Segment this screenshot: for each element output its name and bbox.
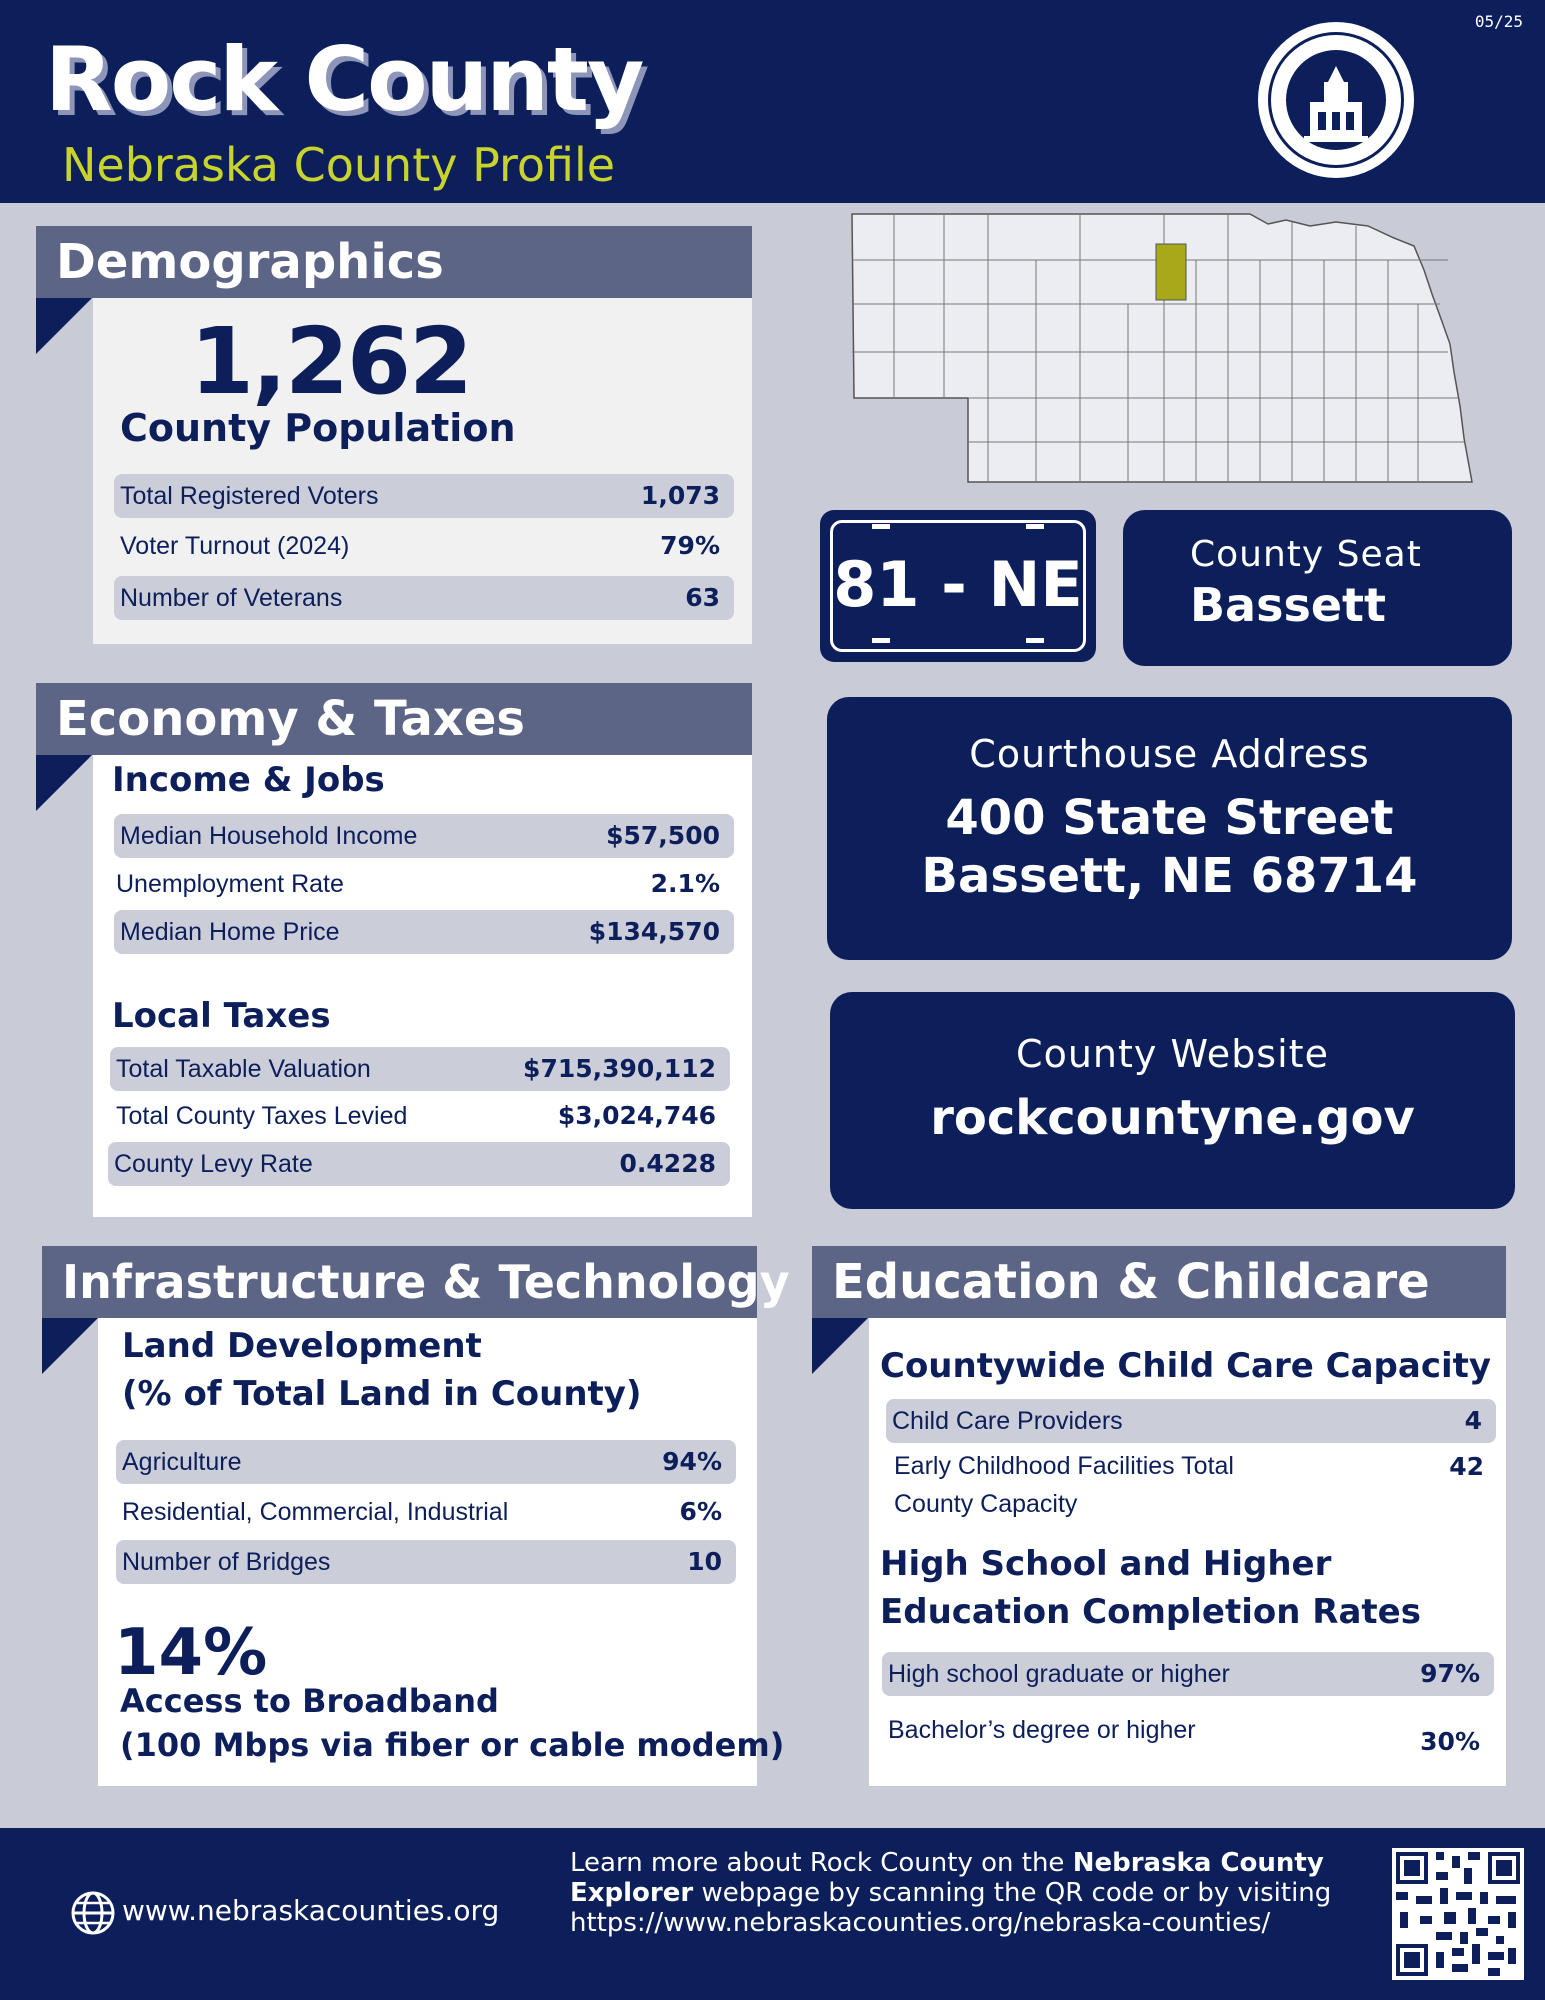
local-taxes-heading: Local Taxes [112, 996, 331, 1036]
courthouse-line-2: Bassett, NE 68714 [921, 848, 1418, 904]
website-label: County Website [1016, 1032, 1329, 1076]
county-seat-value: Bassett [1190, 578, 1387, 632]
corner-accent [36, 755, 92, 811]
demographics-row: Voter Turnout (2024) 79% [120, 531, 720, 560]
globe-icon [70, 1890, 116, 1936]
footer-line-2: Explorer webpage by scanning the QR code or by visiting [570, 1878, 1332, 1908]
completion-heading-2: Education Completion Rates [880, 1592, 1421, 1632]
footer-line-3[interactable]: https://www.nebraskacounties.org/nebraska-counties/ [570, 1908, 1271, 1938]
footer-info [570, 1848, 1331, 1938]
infrastructure-heading: Infrastructure & Technology [42, 1246, 757, 1318]
corner-accent [812, 1318, 868, 1374]
completion-row: High school graduate or higher 97% [882, 1652, 1494, 1696]
corner-accent [36, 298, 92, 354]
plate-bolt [872, 524, 890, 529]
plate-bolt [1026, 638, 1044, 643]
childcare-heading: Countywide Child Care Capacity [880, 1346, 1492, 1386]
income-row: Unemployment Rate 2.1% [116, 869, 720, 898]
education-heading: Education & Childcare [812, 1246, 1506, 1318]
land-heading-1: Land Development [122, 1326, 482, 1366]
capacity-label-2: County Capacity [894, 1490, 1078, 1518]
demographics-heading: Demographics [36, 226, 752, 298]
footer-site-link[interactable]: www.nebraskacounties.org [122, 1894, 500, 1927]
income-row: Median Household Income $57,500 [114, 814, 734, 858]
population-label: County Population [120, 406, 516, 450]
courthouse-label: Courthouse Address [969, 732, 1370, 776]
completion-row: Bachelor’s degree or higher 30% [888, 1716, 1480, 1756]
page-title: Rock County [45, 28, 643, 131]
footer-line-1: Learn more about Rock County on the Nebraska County [570, 1848, 1324, 1878]
rock-county-highlight [1156, 244, 1186, 300]
economy-heading: Economy & Taxes [36, 683, 752, 755]
broadband-label-2: (100 Mbps via fiber or cable modem) [120, 1726, 785, 1764]
plate-bolt [872, 638, 890, 643]
issue-date: 05/25 [1474, 12, 1523, 31]
tax-row: Total County Taxes Levied $3,024,746 [116, 1101, 716, 1130]
income-row: Median Home Price $134,570 [114, 910, 734, 954]
broadband-label-1: Access to Broadband [120, 1682, 499, 1720]
county-seat-label: County Seat [1190, 534, 1422, 575]
plate-number: 81 - NE [833, 548, 1083, 621]
nebraska-map [848, 212, 1473, 497]
website-value[interactable]: rockcountyne.gov [930, 1090, 1415, 1146]
childcare-providers-row: Child Care Providers 4 [886, 1399, 1496, 1443]
demographics-row: Number of Veterans 63 [114, 576, 734, 620]
broadband-percent: 14% [114, 1616, 268, 1690]
income-heading: Income & Jobs [112, 760, 385, 800]
land-heading-2: (% of Total Land in County) [122, 1374, 642, 1414]
page-subtitle: Nebraska County Profile [62, 138, 616, 192]
land-row: Agriculture 94% [116, 1440, 736, 1484]
land-row: Number of Bridges 10 [116, 1540, 736, 1584]
qr-code-icon[interactable] [1392, 1848, 1524, 1980]
demographics-row: Total Registered Voters 1,073 [114, 474, 734, 518]
tax-row: County Levy Rate 0.4228 [108, 1142, 730, 1186]
capacity-value: 42 [1449, 1452, 1484, 1481]
population-value: 1,262 [190, 308, 472, 415]
courthouse-icon [1258, 22, 1414, 178]
completion-heading-1: High School and Higher [880, 1544, 1332, 1584]
courthouse-line-1: 400 State Street [945, 790, 1394, 846]
plate-bolt [1026, 524, 1044, 529]
tax-row: Total Taxable Valuation $715,390,112 [110, 1047, 730, 1091]
land-row: Residential, Commercial, Industrial 6% [122, 1497, 722, 1526]
corner-accent [42, 1318, 98, 1374]
capacity-label-1: Early Childhood Facilities Total [894, 1452, 1234, 1480]
